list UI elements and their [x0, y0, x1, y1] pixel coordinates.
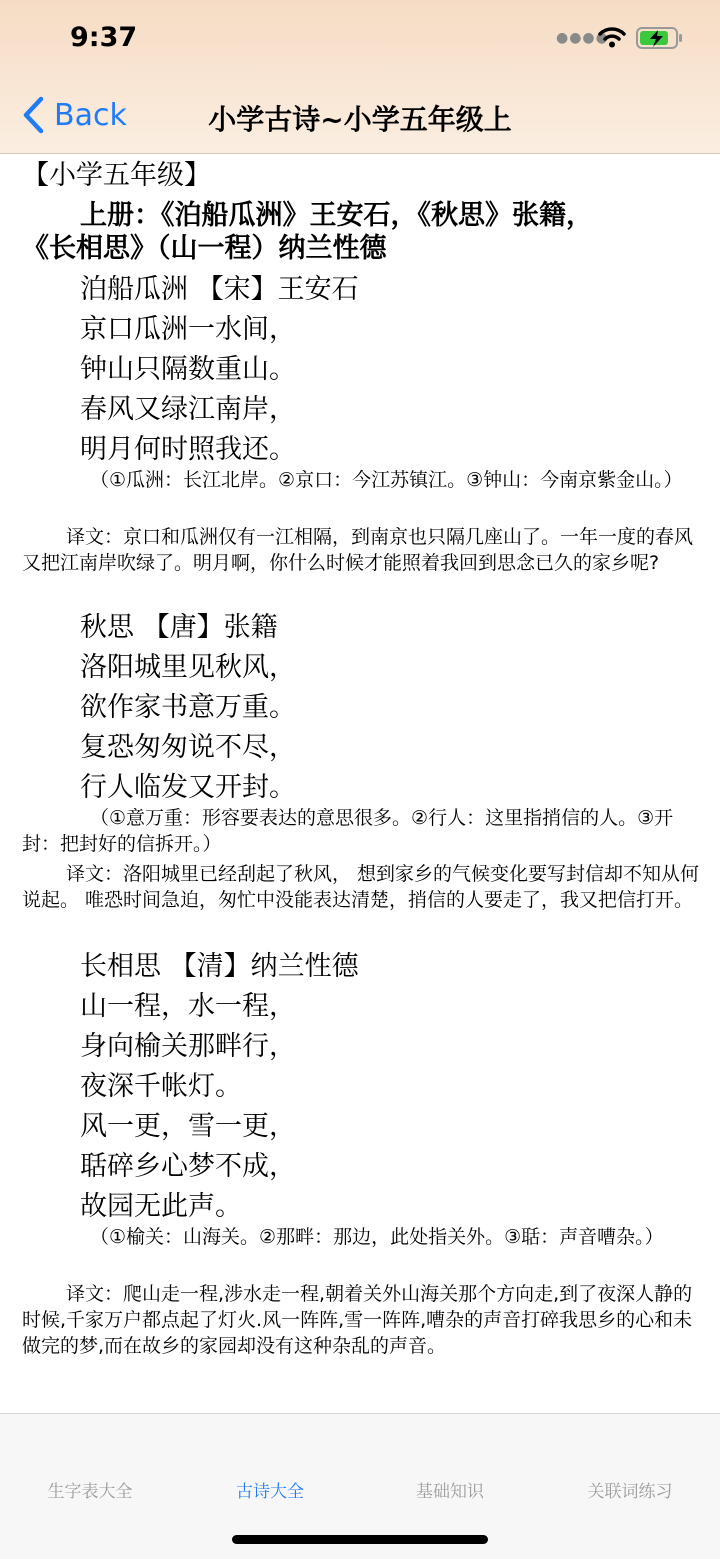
tab-conjunction-practice[interactable]: 关联词练习: [587, 1482, 673, 1502]
toc-line: 上册：《泊船瓜洲》王安石，《秋思》张籍，: [80, 200, 593, 231]
poem-line: 山一程，水一程，: [80, 991, 296, 1022]
home-indicator[interactable]: [232, 1535, 488, 1544]
poem-line: 京口瓜洲一水间，: [80, 314, 296, 345]
battery-charging-icon: [636, 26, 684, 50]
grade-title: 【小学五年级】: [22, 160, 211, 191]
poem-line: 明月何时照我还。: [80, 434, 296, 465]
poem-line: 春风又绿江南岸，: [80, 394, 296, 425]
poem-line: 故园无此声。: [80, 1191, 242, 1222]
status-time: 9:37: [70, 22, 138, 53]
wifi-icon: [598, 26, 626, 48]
tab-bar: [0, 1413, 720, 1559]
poem-translation: 译文：洛阳城里已经刮起了秋风， 想到家乡的气候变化要写封信却不知从何说起。 唯恐时间急迫，匆忙中没能表达清楚，捎信的人要走了，我又把信打开。: [22, 863, 700, 911]
back-label: Back: [54, 97, 127, 133]
poem-translation: 译文：爬山走一程,涉水走一程,朝着关外山海关那个方向走,到了夜深人静的时候,千家万户都点起了灯火.风一阵阵,雪一阵阵,嘈杂的声音打碎我思乡的心和未做完的梦,而在故乡的家园却没有这种杂乱的声音。: [22, 1283, 693, 1357]
navigation-bar: [0, 0, 720, 154]
poem-line: 聒碎乡心梦不成，: [80, 1151, 296, 1182]
tab-basic-knowledge[interactable]: 基础知识: [416, 1482, 484, 1502]
poem-translation: 译文：京口和瓜洲仅有一江相隔，到南京也只隔几座山了。一年一度的春风又把江南岸吹绿了。明月啊，你什么时候才能照着我回到思念已久的家乡呢?: [22, 526, 694, 574]
poem-notes: （①榆关：山海关。②那畔：那边，此处指关外。③聒：声音嘈杂。）: [90, 1226, 664, 1248]
poem-line: 身向榆关那畔行，: [80, 1031, 296, 1062]
poem-line: 洛阳城里见秋风，: [80, 652, 296, 683]
poem-heading: 泊船瓜洲 【宋】王安石: [80, 274, 359, 305]
poem-line: 风一更，雪一更，: [80, 1111, 296, 1142]
poem-line: 欲作家书意万重。: [80, 692, 296, 723]
poem-heading: 长相思 【清】纳兰性德: [80, 951, 359, 982]
tab-characters[interactable]: 生字表大全: [47, 1482, 133, 1502]
poem-line: 复恐匆匆说不尽，: [80, 732, 296, 763]
poem-notes: （①意万重：形容要表达的意思很多。②行人：这里指捎信的人。③开封：把封好的信拆开。）: [22, 807, 674, 855]
poem-heading: 秋思 【唐】张籍: [80, 612, 278, 643]
poem-notes: （①瓜洲：长江北岸。②京口：今江苏镇江。③钟山：今南京紫金山。）: [90, 469, 683, 491]
poem-line: 行人临发又开封。: [80, 772, 296, 803]
poem-content[interactable]: [0, 153, 720, 1413]
poem-line: 夜深千帐灯。: [80, 1071, 242, 1102]
page-title: 小学古诗~小学五年级上: [208, 103, 512, 136]
toc-line: 《长相思》（山一程）纳兰性德: [22, 233, 387, 264]
cellular-signal-icon: ●●●●: [556, 30, 609, 46]
tab-ancient-poems[interactable]: 古诗大全: [236, 1482, 304, 1502]
poem-line: 钟山只隔数重山。: [80, 354, 296, 385]
